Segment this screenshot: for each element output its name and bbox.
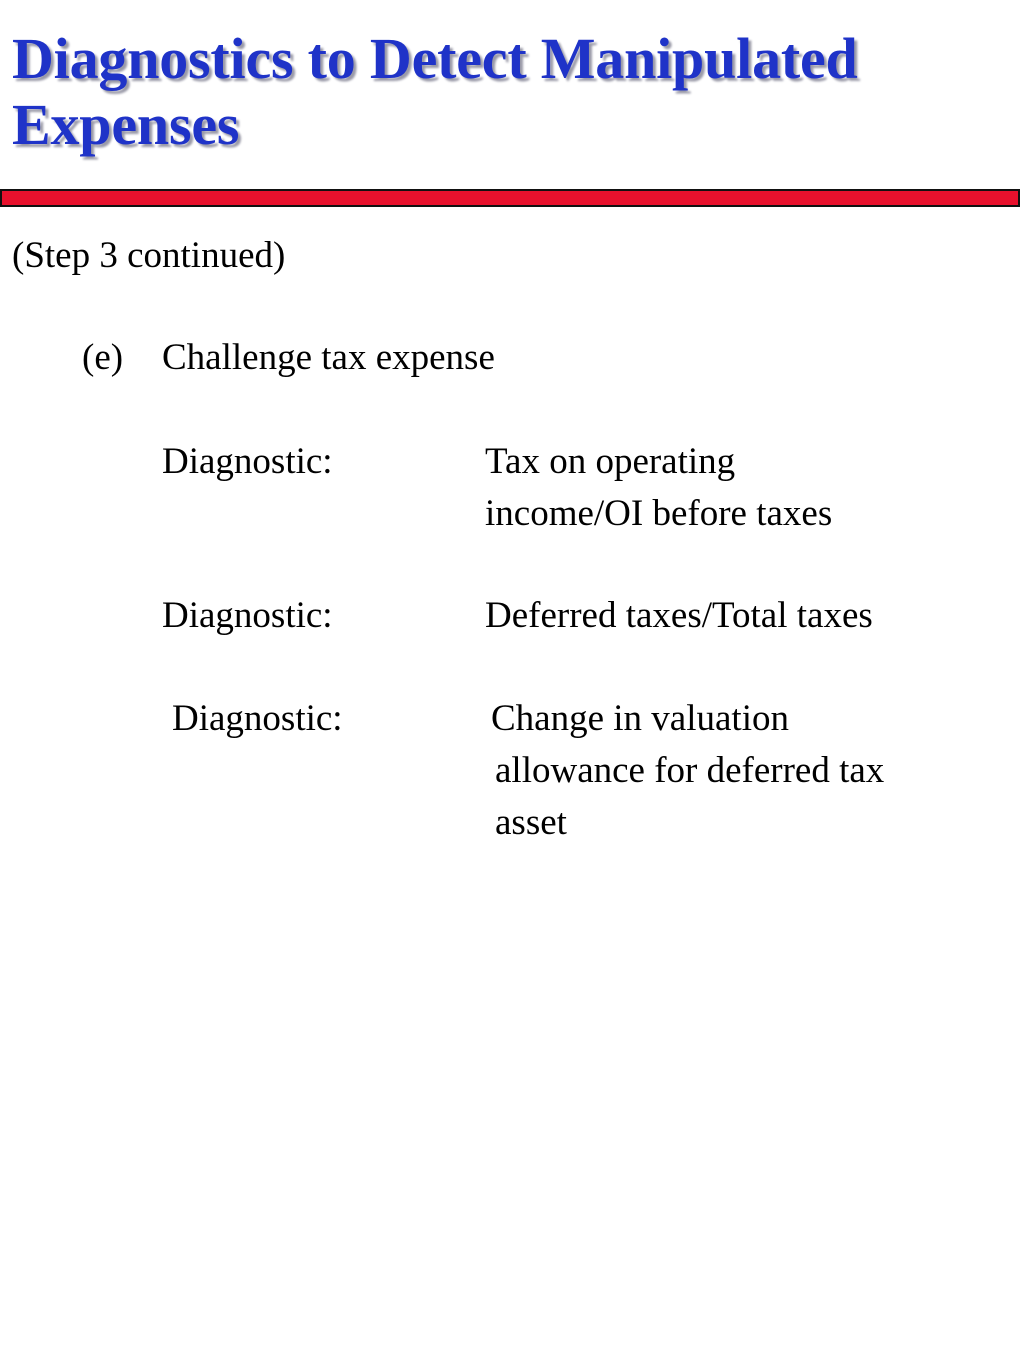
diagnostic-label: Diagnostic: <box>172 698 343 739</box>
diagnostic-value-line: income/OI before taxes <box>485 493 833 534</box>
diagnostic-label: Diagnostic: <box>162 441 333 482</box>
diagnostic-value-line: Change in valuation <box>491 698 789 739</box>
diagnostic-value-line: Tax on operating <box>485 441 736 482</box>
step-label: (Step 3 continued) <box>12 235 286 276</box>
item-marker: (e) <box>82 337 124 378</box>
diagnostic-value-line: allowance for deferred tax <box>495 750 885 791</box>
diagnostic-value <box>485 436 832 540</box>
diagnostic-label: Diagnostic: <box>162 595 333 636</box>
title-divider <box>0 189 1020 207</box>
item-text: Challenge tax expense <box>162 337 495 378</box>
diagnostic-value <box>491 693 884 849</box>
diagnostic-value-line: Deferred taxes/Total taxes <box>485 595 873 636</box>
slide-title: Diagnostics to Detect Manipulated Expenses <box>12 26 858 157</box>
diagnostic-value <box>485 590 873 642</box>
diagnostic-value-line: asset <box>495 802 567 843</box>
